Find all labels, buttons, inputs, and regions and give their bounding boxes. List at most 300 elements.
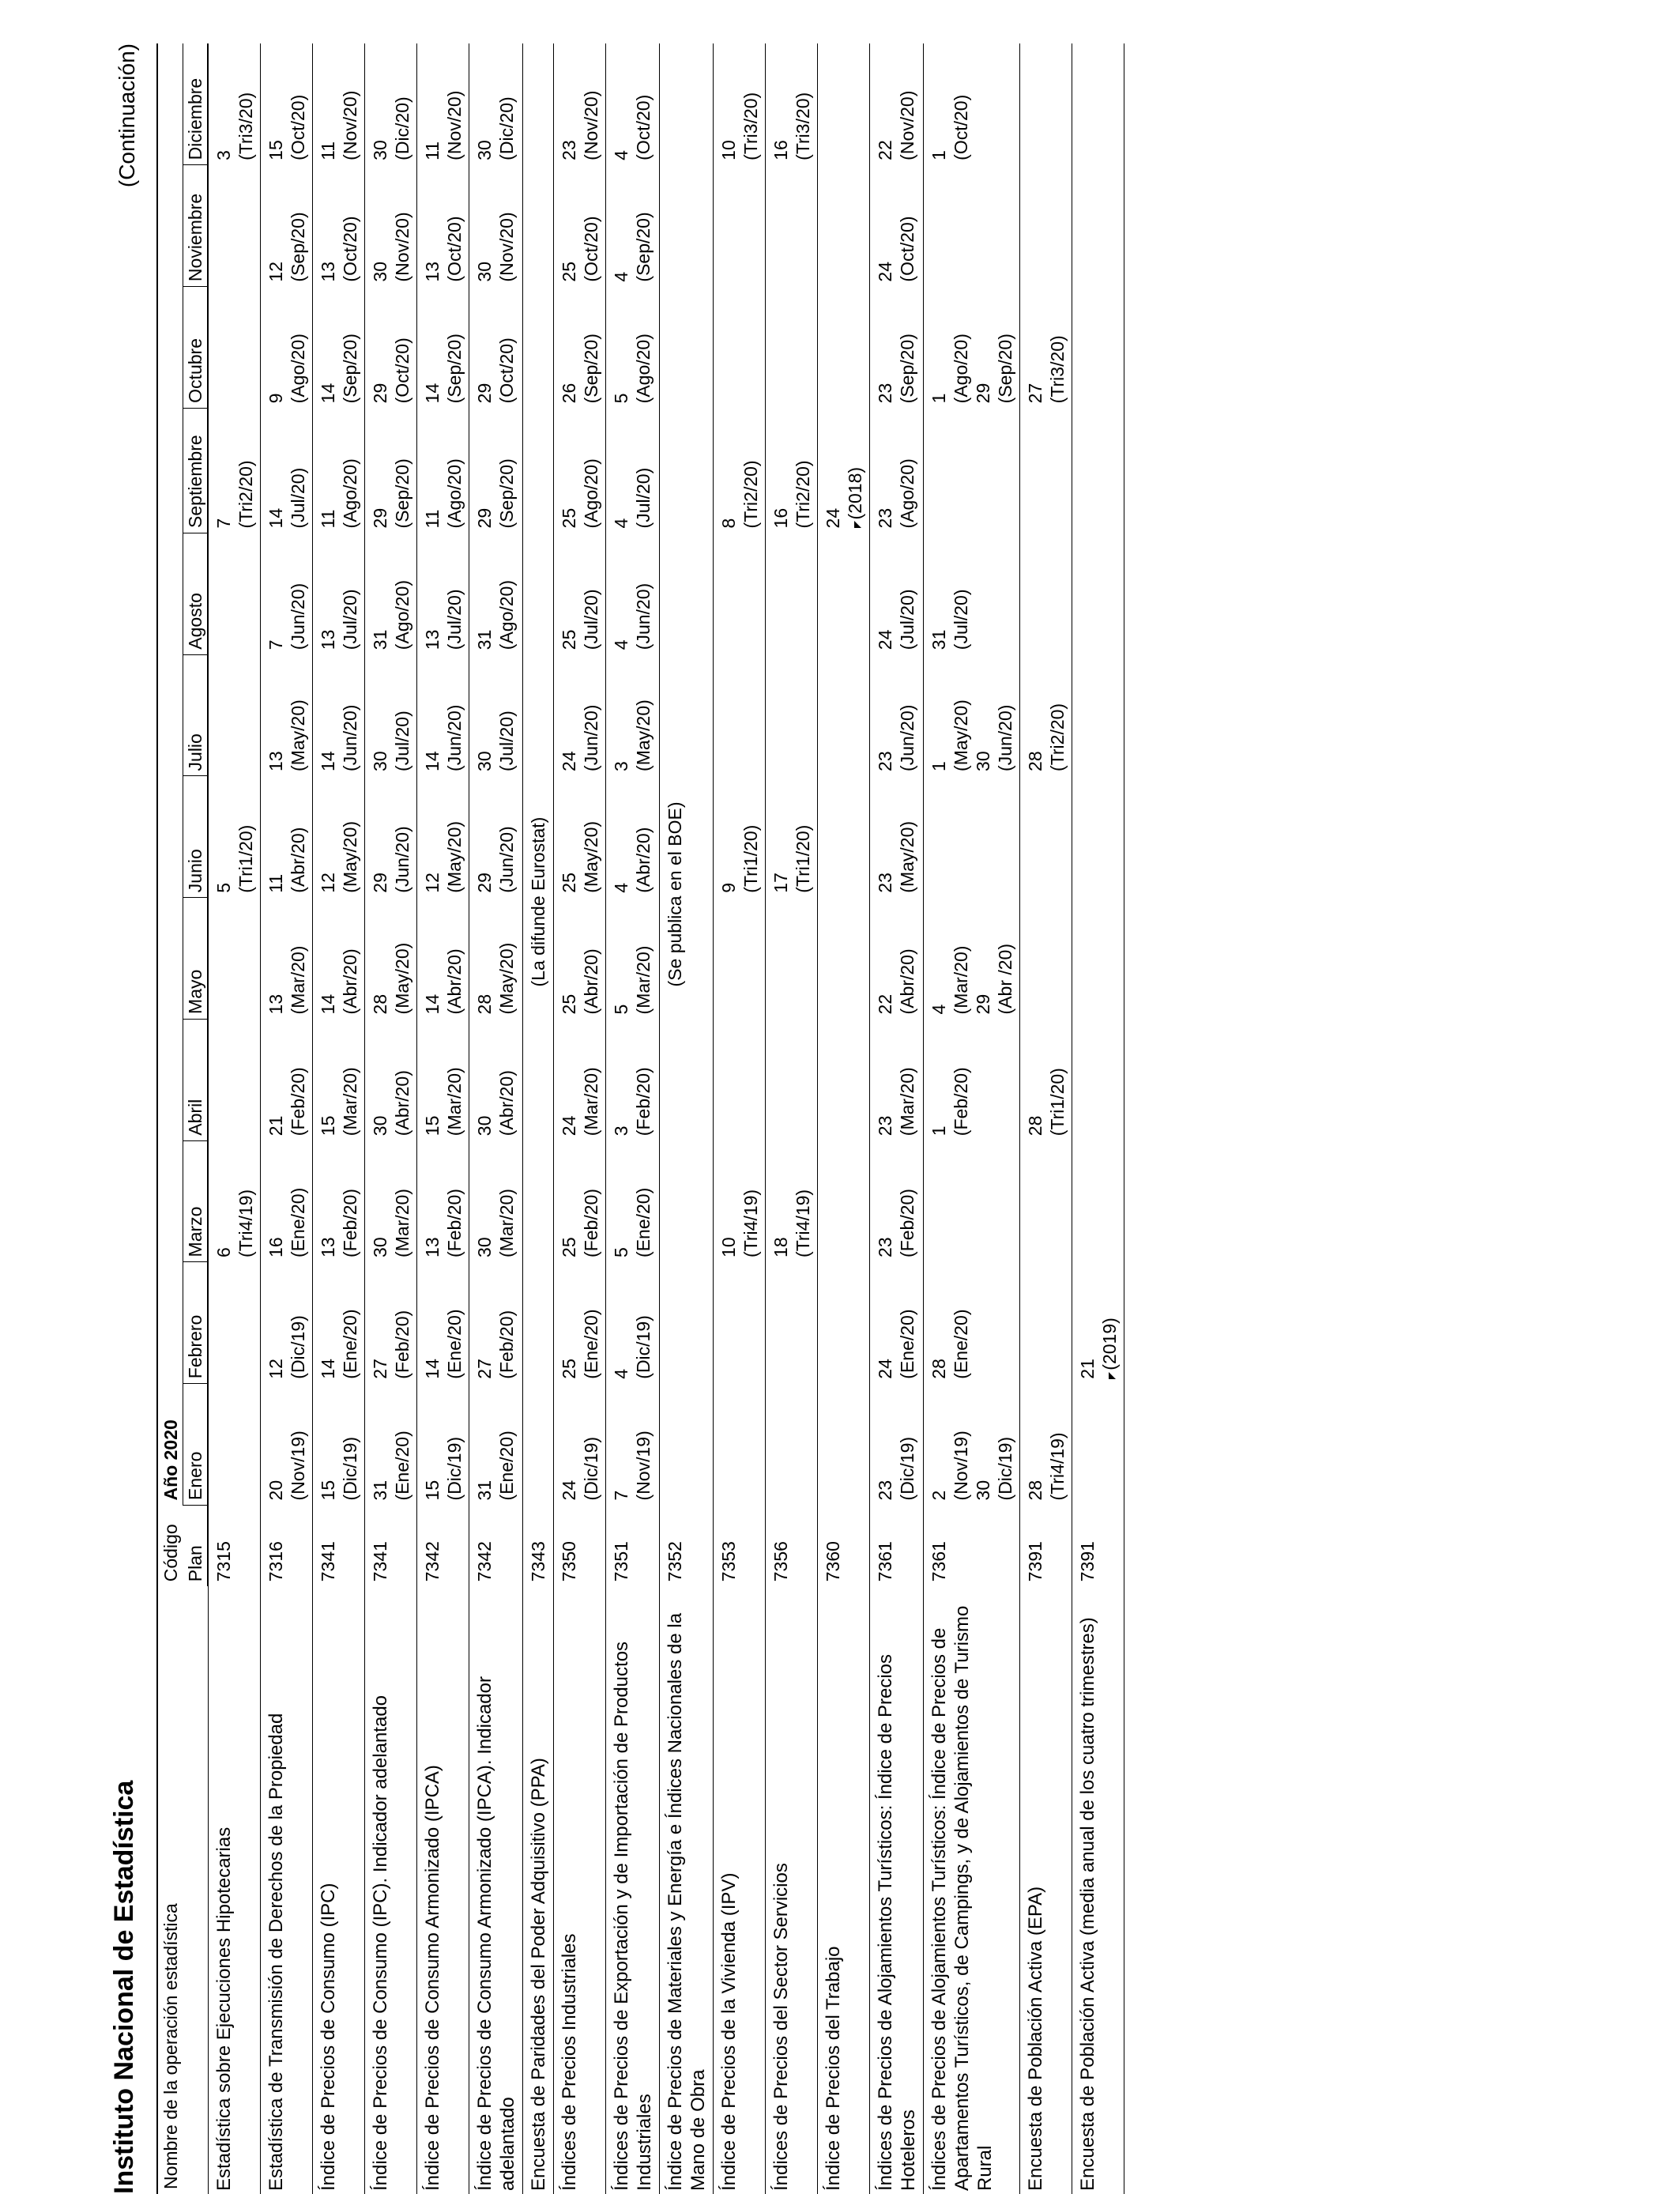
release-day: 28 [1025, 1480, 1045, 1501]
release-cell [1020, 1019, 1072, 1140]
plan-code: 7391 [1072, 1505, 1124, 1586]
release-day: 5 [611, 1004, 631, 1015]
reference-period: (Abr/20) [444, 948, 465, 1015]
release-day: 14 [318, 993, 338, 1015]
release-cell [554, 654, 606, 776]
reference-period: (Mar/20) [340, 1067, 360, 1137]
reference-period: (Ene/20) [897, 1309, 917, 1379]
release-day: 4 [611, 271, 631, 282]
reference-period: (Oct/20) [581, 216, 601, 282]
page-title: Instituto Nacional de Estadística [109, 1780, 139, 2194]
release-cell [870, 287, 924, 409]
release-day: 30 [370, 1115, 390, 1137]
release-cell [313, 1384, 365, 1506]
release-day: 20 [266, 1480, 286, 1501]
release-day: 7 [611, 1490, 631, 1501]
release-day: 25 [559, 1359, 579, 1379]
reference-period: (Dic/20) [392, 96, 412, 160]
reference-period: (Mar/20) [288, 945, 308, 1015]
reference-period: (Ago/20) [951, 334, 971, 404]
release-cell [818, 776, 870, 898]
reference-period: (Tri2/20) [740, 460, 761, 529]
operation-name: Índices de Precios del Sector Servicios [766, 1586, 818, 2194]
release-day: 21 [1077, 1359, 1098, 1379]
release-cell [208, 287, 261, 409]
reference-period: (Tri2/20) [793, 460, 813, 529]
release-cell [417, 408, 469, 533]
plan-code: 7315 [208, 1505, 261, 1586]
release-cell [1020, 43, 1072, 165]
release-cell [313, 1019, 365, 1140]
reference-period: (Mar/20) [392, 1189, 412, 1257]
release-cell [1072, 287, 1124, 409]
release-day: 5 [611, 393, 631, 404]
release-day: 23 [875, 751, 895, 771]
release-cell [1072, 165, 1124, 287]
plan-code: 7343 [523, 1505, 554, 1586]
release-day: 15 [266, 140, 286, 160]
release-day: 12 [318, 873, 338, 893]
spanning-note-cell [660, 43, 714, 1505]
reference-period: (Sep/20) [633, 212, 654, 282]
table-row [606, 43, 660, 2194]
release-cell [766, 165, 818, 287]
release-day: 31 [370, 1480, 390, 1501]
table-row [523, 43, 554, 2194]
reference-period: (Dic/19) [897, 1436, 917, 1501]
reference-period: (Dic/19) [995, 1436, 1015, 1501]
release-cell [417, 898, 469, 1020]
release-cell [818, 1019, 870, 1140]
release-day: 30 [370, 261, 390, 282]
table-body [208, 43, 1124, 2194]
release-day: 29 [973, 383, 993, 404]
reference-period: (Nov/20) [392, 212, 412, 282]
release-cell [924, 43, 1020, 165]
release-cell [313, 654, 365, 776]
operation-name: Estadística sobre Ejecuciones Hipotecarias [208, 1586, 261, 2194]
publication-note: (La difunde Eurostat) [528, 816, 548, 987]
reference-period: (May/20) [496, 942, 517, 1015]
release-cell [313, 1262, 365, 1384]
release-cell [365, 1384, 417, 1506]
annual-note-text: (2018) [845, 466, 865, 520]
release-cell [208, 1140, 261, 1262]
release-day: 4 [611, 518, 631, 529]
release-day: 28 [370, 993, 390, 1015]
release-day: 29 [370, 507, 390, 529]
table-row [469, 43, 523, 2194]
reference-period: (Feb/20) [496, 1310, 517, 1379]
reference-period: (Jun/20) [496, 826, 517, 893]
release-cell [469, 533, 523, 654]
release-day: 25 [559, 1237, 579, 1257]
release-cell [469, 43, 523, 165]
release-cell [208, 43, 261, 165]
release-cell [417, 165, 469, 287]
reference-period: (Nov/20) [496, 212, 517, 282]
release-cell [924, 165, 1020, 287]
table-row [261, 43, 313, 2194]
release-day: 5 [213, 882, 234, 893]
release-cell [714, 408, 766, 533]
release-day: 30 [474, 751, 495, 771]
reference-period: (Sep/20) [340, 334, 360, 404]
release-day: 4 [611, 882, 631, 893]
corner-flag-icon [854, 521, 861, 528]
release-cell [714, 1019, 766, 1140]
reference-period: (Jun/20) [581, 704, 601, 771]
release-cell [1020, 408, 1072, 533]
release-day: 23 [875, 1237, 895, 1257]
release-day: 26 [559, 383, 579, 404]
reference-period: (Jul/20) [392, 711, 412, 771]
corner-flag-icon [1109, 1372, 1116, 1379]
release-day: 15 [422, 1480, 443, 1501]
release-cell [261, 165, 313, 287]
release-cell [469, 165, 523, 287]
month-header: Octubre [183, 287, 209, 409]
month-header: Marzo [183, 1140, 209, 1262]
reference-period: (Jul/20) [951, 589, 971, 650]
reference-period: (Dic/19) [444, 1436, 465, 1501]
release-cell [469, 898, 523, 1020]
reference-period: (Dic/19) [581, 1436, 601, 1501]
release-day: 14 [422, 1359, 443, 1379]
reference-period: (Tri1/20) [1047, 1068, 1068, 1137]
reference-period: (Jun/20) [340, 704, 360, 771]
reference-period: (Ene/20) [581, 1309, 601, 1379]
release-day: 25 [559, 507, 579, 529]
release-day: 13 [422, 1237, 443, 1257]
release-day: 16 [770, 140, 791, 160]
reference-period: (Tri1/20) [793, 824, 813, 893]
release-cell [606, 654, 660, 776]
reference-period: (Dic/19) [633, 1315, 654, 1379]
release-cell [208, 1384, 261, 1506]
release-cell [261, 776, 313, 898]
reference-period: (Oct/20) [444, 216, 465, 282]
release-cell [365, 1019, 417, 1140]
release-cell [208, 165, 261, 287]
reference-period: (Tri4/19) [793, 1189, 813, 1257]
publication-note: (Se publica en el BOE) [665, 801, 685, 987]
plan-code: 7353 [714, 1505, 766, 1586]
release-cell [818, 165, 870, 287]
release-cell [1072, 1384, 1124, 1506]
reference-period: (Mar/20) [496, 1189, 517, 1257]
release-day: 29 [370, 383, 390, 404]
release-cell [365, 898, 417, 1020]
operation-name: Índices de Precios Industriales [554, 1586, 606, 2194]
release-cell [261, 1140, 313, 1262]
release-day: 22 [875, 140, 895, 160]
release-cell [924, 1384, 1020, 1506]
release-cell [417, 287, 469, 409]
reference-period: (Oct/20) [288, 94, 308, 160]
reference-period: (Jun/20) [288, 582, 308, 650]
release-cell [365, 776, 417, 898]
release-cell [924, 533, 1020, 654]
release-day: 11 [266, 873, 286, 893]
release-cell [417, 533, 469, 654]
reference-period: (Oct/20) [340, 216, 360, 282]
reference-period: (Feb/20) [581, 1189, 601, 1257]
release-cell [606, 165, 660, 287]
reference-period: (Oct/20) [633, 94, 654, 160]
release-day: 23 [875, 1115, 895, 1137]
release-day: 13 [318, 629, 338, 650]
reference-period: (Ene/20) [444, 1309, 465, 1379]
reference-period: (Jul/20) [633, 467, 654, 529]
release-cell [365, 408, 417, 533]
release-cell [606, 898, 660, 1020]
reference-period: (Jun/20) [633, 582, 654, 650]
release-cell [261, 654, 313, 776]
reference-period: (Abr/20) [496, 1070, 517, 1137]
reference-period: (Abr/20) [392, 1070, 412, 1137]
release-day: 31 [474, 629, 495, 650]
release-cell [606, 533, 660, 654]
release-cell [818, 408, 870, 533]
release-cell [208, 1019, 261, 1140]
release-cell [554, 533, 606, 654]
release-day: 23 [875, 873, 895, 893]
reference-period: (Mar/20) [897, 1067, 917, 1137]
release-cell [766, 408, 818, 533]
reference-period: (Tri4/19) [1047, 1432, 1068, 1501]
release-cell [261, 1384, 313, 1506]
release-day: 24 [559, 1480, 579, 1501]
plan-code: 7341 [365, 1505, 417, 1586]
reference-period: (Ene/20) [392, 1431, 412, 1501]
reference-period: (Tri3/20) [740, 92, 761, 160]
release-cell [818, 533, 870, 654]
release-day: 3 [611, 1125, 631, 1137]
release-day: 24 [559, 751, 579, 771]
reference-period: (Ene/20) [951, 1309, 971, 1379]
release-cell [554, 1019, 606, 1140]
operation-name: Encuesta de Población Activa (media anual de los cuatro trimestres) [1072, 1586, 1124, 2194]
reference-period: (Sep/20) [444, 334, 465, 404]
release-cell [554, 1140, 606, 1262]
release-cell [554, 287, 606, 409]
release-cell [365, 533, 417, 654]
release-cell [554, 1262, 606, 1384]
release-cell [1072, 1140, 1124, 1262]
reference-period: (Ago/20) [581, 458, 601, 529]
column-header-name: Nombre de la operación estadística [157, 1586, 208, 2194]
operation-name: Índice de Precios de la Vivienda (IPV) [714, 1586, 766, 2194]
release-cell [870, 408, 924, 533]
release-cell [924, 1262, 1020, 1384]
table-row [924, 43, 1020, 2194]
release-cell [924, 1140, 1020, 1262]
release-cell [870, 898, 924, 1020]
release-cell [1072, 43, 1124, 165]
release-cell [208, 654, 261, 776]
reference-period: (Tri4/19) [235, 1189, 256, 1257]
reference-period: (Ene/20) [633, 1187, 654, 1257]
release-day: 1 [929, 761, 949, 771]
reference-period: (May/20) [340, 820, 360, 893]
reference-period: (Tri1/20) [740, 824, 761, 893]
plan-code: 7352 [660, 1505, 714, 1586]
release-cell [766, 654, 818, 776]
reference-period: (Ago/20) [444, 458, 465, 529]
release-cell [818, 1384, 870, 1506]
reference-period: (Tri3/20) [1047, 335, 1068, 404]
release-cell [870, 654, 924, 776]
plan-code: 7316 [261, 1505, 313, 1586]
reference-period: (Abr/20) [897, 948, 917, 1015]
reference-period: (Dic/19) [340, 1436, 360, 1501]
release-cell [766, 43, 818, 165]
release-day: 30 [973, 751, 993, 771]
reference-period: (Jul/20) [340, 589, 360, 650]
release-day: 13 [266, 993, 286, 1015]
release-cell [417, 1384, 469, 1506]
release-day: 10 [718, 1237, 739, 1257]
release-cell [1020, 1140, 1072, 1262]
release-cell [818, 898, 870, 1020]
release-cell [714, 43, 766, 165]
release-cell [766, 1019, 818, 1140]
release-cell [554, 898, 606, 1020]
reference-period: (Jun/20) [897, 704, 917, 771]
release-cell [313, 776, 365, 898]
reference-period: (Nov/19) [288, 1431, 308, 1501]
reference-period: (Ago/20) [288, 334, 308, 404]
release-cell [870, 776, 924, 898]
release-cell [606, 1140, 660, 1262]
release-cell [1072, 1262, 1124, 1384]
reference-period: (Jul/20) [581, 589, 601, 650]
release-day: 13 [266, 751, 286, 771]
release-day: 4 [611, 1368, 631, 1379]
release-cell [714, 1140, 766, 1262]
reference-period: (Sep/20) [897, 334, 917, 404]
release-cell [714, 776, 766, 898]
reference-period: (Mar/20) [581, 1067, 601, 1137]
release-cell [469, 1019, 523, 1140]
release-cell [261, 1019, 313, 1140]
release-day: 11 [422, 141, 443, 160]
reference-period: (Oct/20) [951, 94, 971, 160]
spanning-note-cell [523, 43, 554, 1505]
release-cell [554, 408, 606, 533]
release-day: 27 [1025, 383, 1045, 404]
reference-period: (Abr/20) [581, 948, 601, 1015]
table-row [365, 43, 417, 2194]
release-day: 14 [422, 751, 443, 771]
continuation-label: (Continuación) [115, 43, 139, 188]
release-cell [261, 408, 313, 533]
release-day: 27 [474, 1359, 495, 1379]
release-day: 11 [422, 509, 443, 529]
table-row [554, 43, 606, 2194]
release-cell [469, 776, 523, 898]
release-cell [870, 43, 924, 165]
release-day: 1 [929, 393, 949, 404]
month-header: Febrero [183, 1262, 209, 1384]
operation-name: Índice de Precios de Consumo (IPC) [313, 1586, 365, 2194]
month-header: Agosto [183, 533, 209, 654]
release-day: 24 [875, 629, 895, 650]
reference-period: (Ene/20) [340, 1309, 360, 1379]
release-cell [1020, 898, 1072, 1020]
release-cell [554, 1384, 606, 1506]
plan-code: 7356 [766, 1505, 818, 1586]
release-day: 24 [875, 261, 895, 282]
release-cell [924, 287, 1020, 409]
release-cell [818, 654, 870, 776]
annual-note [1098, 1267, 1121, 1379]
table-row [766, 43, 818, 2194]
release-cell [714, 287, 766, 409]
plan-code: 7361 [870, 1505, 924, 1586]
release-day: 11 [318, 141, 338, 160]
release-cell [714, 654, 766, 776]
release-day: 29 [370, 873, 390, 893]
release-cell [554, 165, 606, 287]
plan-code: 7351 [606, 1505, 660, 1586]
reference-period: (Ene/20) [288, 1187, 308, 1257]
release-day: 14 [422, 383, 443, 404]
reference-period: (Abr/20) [633, 827, 654, 893]
release-cell [417, 776, 469, 898]
release-day: 25 [559, 873, 579, 893]
column-header-plan: Plan [183, 1505, 209, 1586]
release-cell [714, 1262, 766, 1384]
reference-period: (Sep/20) [288, 212, 308, 282]
release-cell [469, 408, 523, 533]
reference-period: (Nov/20) [340, 90, 360, 160]
calendar-table [156, 43, 1124, 2194]
release-day: 13 [422, 261, 443, 282]
release-cell [261, 533, 313, 654]
release-day: 24 [875, 1359, 895, 1379]
plan-code: 7361 [924, 1505, 1020, 1586]
release-cell [606, 1384, 660, 1506]
release-day: 14 [266, 507, 286, 529]
release-day: 25 [559, 261, 579, 282]
release-day: 1 [929, 1125, 949, 1137]
table-row [660, 43, 714, 2194]
reference-period: (Jul/20) [444, 589, 465, 650]
release-cell [313, 43, 365, 165]
reference-period: (Tri2/20) [235, 460, 256, 529]
reference-period: (Abr/20) [288, 827, 308, 893]
reference-period: (Oct/20) [392, 337, 412, 404]
release-day: 12 [266, 261, 286, 282]
plan-code: 7341 [313, 1505, 365, 1586]
release-cell [606, 1019, 660, 1140]
release-cell [870, 1140, 924, 1262]
release-day: 15 [422, 1115, 443, 1137]
reference-period: (Feb/20) [444, 1189, 465, 1257]
reference-period: (Sep/20) [995, 334, 1015, 404]
table-row [313, 43, 365, 2194]
release-cell [417, 1140, 469, 1262]
release-day: 24 [823, 507, 843, 529]
release-day: 15 [318, 1115, 338, 1137]
header-row-1 [157, 43, 183, 2194]
release-day: 4 [611, 150, 631, 160]
release-day: 16 [266, 1237, 286, 1257]
reference-period: (Sep/20) [392, 458, 412, 529]
reference-period: (Jul/20) [897, 589, 917, 650]
